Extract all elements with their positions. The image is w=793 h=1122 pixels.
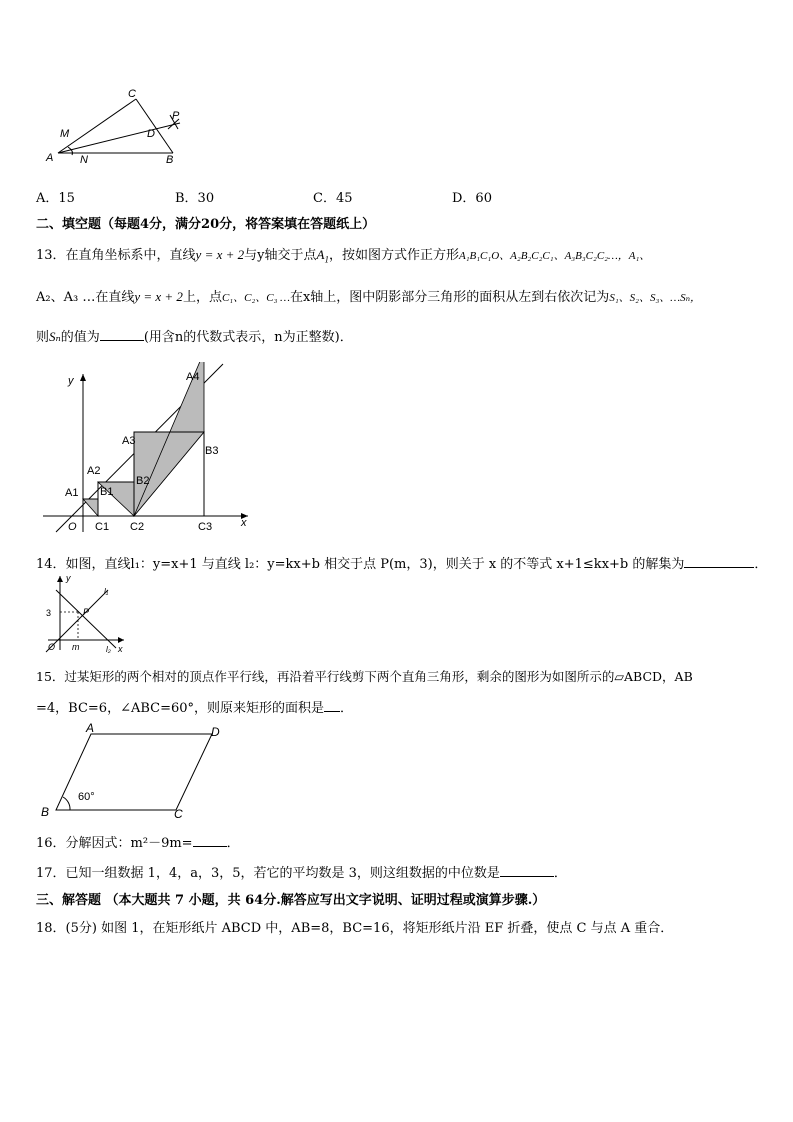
q16-question: 16．分解因式：m²－9m=	[36, 836, 193, 851]
q13-fig-label: A1	[65, 487, 79, 499]
q15-answer-blank[interactable]	[324, 699, 340, 712]
q14-answer-blank[interactable]	[684, 555, 754, 568]
q13-fig-label: A4	[186, 371, 200, 383]
q13-answer-blank[interactable]	[100, 328, 144, 341]
q13-text: 与y轴交于点	[244, 248, 317, 263]
q15-end: ．	[340, 701, 354, 716]
q15-line2	[36, 697, 353, 716]
fig12-label: P	[172, 110, 180, 122]
q13-fig-label: A3	[122, 435, 136, 447]
q17-answer-blank[interactable]	[500, 864, 554, 877]
q14-fig-label: P	[83, 607, 90, 617]
q13-equation: y = x + 2	[195, 247, 245, 262]
q13-text: 则	[36, 330, 50, 345]
segment-ac	[58, 99, 136, 153]
q14-fig-label: m	[72, 642, 80, 652]
q13-text: (用含n的代数式表示，n为正整数)．	[143, 330, 353, 345]
x-arrow	[118, 637, 124, 643]
fig12-label: B	[166, 154, 174, 166]
q13-text: 13．在直角坐标系中，直线	[36, 248, 196, 263]
q13-text: A₂、A₃ …在直线	[36, 290, 135, 305]
line-l2	[56, 590, 116, 648]
q13-line3	[36, 326, 353, 345]
q14-fig-label: O	[48, 642, 56, 652]
q13-fig-label: O	[68, 521, 77, 533]
q13-text: 上，点	[182, 290, 222, 305]
q13-text: 的值为	[60, 330, 100, 345]
q13-fig-label: C2	[130, 521, 145, 533]
q16-text	[36, 832, 240, 851]
q18-text: 18．(5分) 如图 1，在矩形纸片 ABCD 中，AB=8，BC=16，将矩形纸片沿 EF 折叠，使点 C 与点 A 重合．	[36, 921, 674, 936]
arc-mn	[68, 147, 73, 155]
q14-end: ．	[754, 557, 768, 572]
fig12-label: A	[46, 152, 54, 164]
q15-fig-label: A	[86, 722, 95, 735]
q14-fig-label: y	[66, 573, 71, 583]
q13-equation: y = x + 2	[134, 289, 183, 304]
fig12-label: D	[147, 128, 155, 140]
q17-question: 17．已知一组数据 1，4，a，3，5，若它的平均数是 3，则这组数据的中位数是	[36, 866, 500, 881]
y-arrow	[57, 576, 63, 582]
q14-fig-label: l₂	[106, 645, 111, 654]
q13-text: ，按如图方式作正方形	[328, 248, 459, 263]
q14-figure	[38, 572, 128, 654]
q14-text-b: l₁：y=x+1 与直线 l₂：y=kx+b 相交于点 P(m，3)，则关于 x 的不等式 x+1≤kx+b 的解集为	[130, 557, 685, 572]
q13-line2	[36, 286, 701, 305]
q17-end: ．	[553, 866, 567, 881]
section3-heading: 三、解答题 （本大题共 7 小题，共 64分.解答应写出文字说明、证明过程或演算步骤.）	[36, 893, 546, 908]
bisector-ap	[58, 123, 180, 153]
q13-fig-label: y	[68, 375, 74, 387]
q12-option-c: C．45	[313, 191, 353, 206]
q14-text	[36, 553, 767, 572]
q15-fig-label: C	[174, 807, 183, 821]
q14-fig-label: l₁	[104, 587, 109, 596]
fig12-label: C	[128, 88, 136, 100]
q13-squares: A₁B₁C₁O、A₂B₂C₂C₁、A₃B₃C₂C₂…，A₁、	[458, 250, 651, 262]
q13-text: 在x轴上，图中阴影部分三角形的面积从左到右依次记为	[289, 290, 610, 305]
q13-fig-label: C3	[198, 521, 213, 533]
q13-fig-label: B1	[100, 486, 114, 498]
q12-option-b: B．30	[175, 191, 215, 206]
q17-text	[36, 862, 567, 881]
q13-sn: Sₙ	[49, 329, 61, 344]
q15-text: =4，BC=6，∠ABC=60°，则原来矩形的面积是	[36, 701, 325, 716]
q16-end: ．	[226, 836, 240, 851]
q13-fig-label: x	[241, 517, 247, 529]
q13-points: C₁、C₂、C₃ …	[221, 292, 290, 304]
q15-figure	[36, 722, 236, 822]
q13-areas: S₁、S₂、S₃、…Sₙ，	[609, 292, 702, 304]
q14-fig-label: x	[118, 644, 123, 654]
shaded-triangle-1	[83, 499, 98, 516]
section2-heading: 二、填空题（每题4分，满分20分，将答案填在答题纸上）	[36, 217, 376, 232]
q13-line1: 13．在直角坐标系中，直线y = x + 2与y轴交于点$A_1$，按如图方式作正方形A₁B₁C₁O、A₂B₂C₂C₁、A₃B₃C₂C₂…，A₁、	[36, 247, 651, 265]
q14-fig-label: 3	[46, 608, 52, 618]
q15-fig-label: B	[41, 805, 50, 819]
y-arrow	[80, 374, 86, 381]
q12-option-a: A．15	[36, 191, 75, 206]
q15-fig-label: D	[211, 725, 220, 739]
fig12-label: M	[60, 128, 70, 140]
q13-point-a1: A	[316, 247, 325, 262]
q15-fig-label: 60°	[78, 791, 95, 803]
q12-option-d: D．60	[452, 191, 492, 206]
q15-line1: 15．过某矩形的两个相对的顶点作平行线，再沿着平行线剪下两个直角三角形，剩余的图形为如图所示的▱ABCD，AB	[36, 669, 693, 684]
q13-fig-label: A2	[87, 465, 101, 477]
q13-fig-label: B3	[205, 445, 219, 457]
q16-answer-blank[interactable]	[193, 834, 227, 847]
q13-fig-label: C1	[95, 521, 110, 533]
fig12-label: N	[80, 154, 88, 166]
q13-figure	[38, 362, 253, 537]
q14-text-a: 14．如图，直线	[36, 557, 131, 572]
q13-fig-label: B2	[136, 475, 150, 487]
q12-figure	[40, 85, 190, 167]
angle-arc	[63, 797, 70, 810]
